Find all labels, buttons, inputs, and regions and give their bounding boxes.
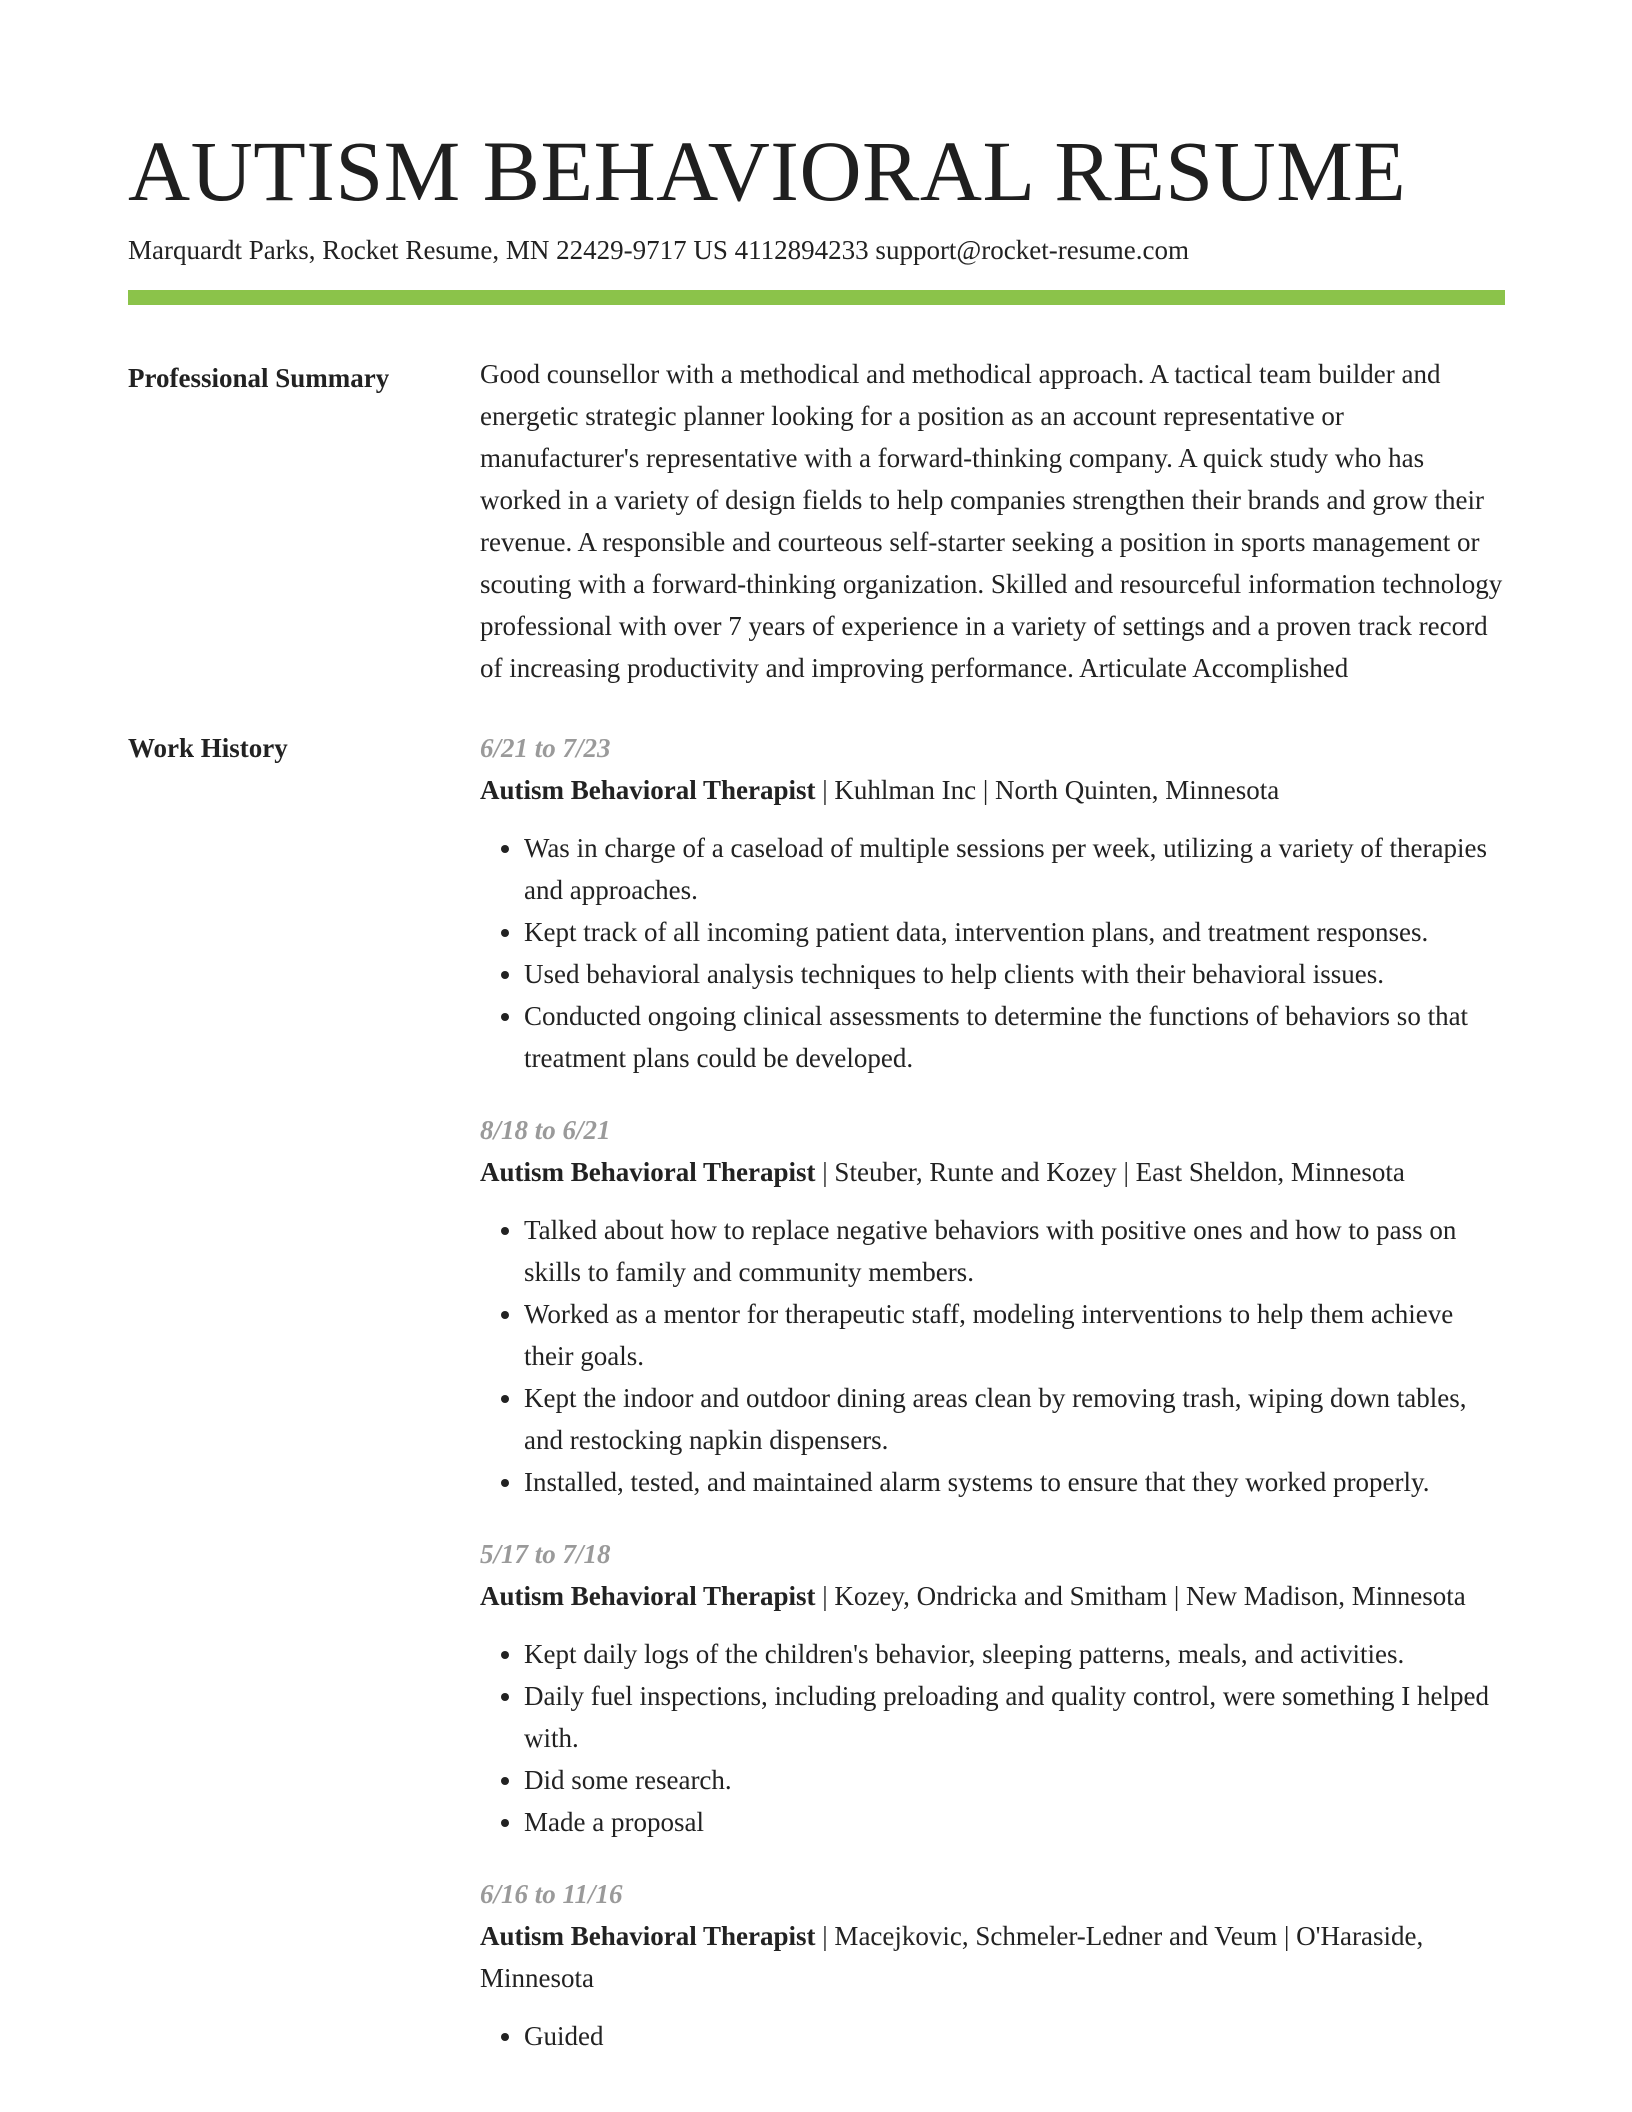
job-bullets (480, 1209, 1505, 1503)
job-bullet: • Kept daily logs of the children's behavior, sleeping patterns, meals, and activities. (524, 1633, 1505, 1675)
job-title-line (480, 1915, 1505, 1999)
job-title-line (480, 769, 1505, 811)
job-dates: 6/21 to 7/23 (480, 733, 611, 763)
job-bullet: • Conducted ongoing clinical assessments to determine the functions of behaviors so that treatment plans could be developed. (524, 995, 1505, 1079)
job-bullet: • Talked about how to replace negative behaviors with positive ones and how to pass on skills to family and community members. (524, 1209, 1505, 1293)
job-bullet: • Made a proposal (524, 1801, 1505, 1843)
job-bullet: • Installed, tested, and maintained alarm systems to ensure that they worked properly. (524, 1461, 1505, 1503)
summary-text: Good counsellor with a methodical and methodical approach. A tactical team builder and energetic strategic planner looking for a position as an account representative or manufacturer's representative with a forward-thinking company. A quick study who has worked in a variety of design fields to help companies strengthen their brands and grow their revenue. A responsible and courteous self-starter seeking a position in sports management or scouting with a forward-thinking organization. Skilled and resourceful information technology professional with over 7 years of experience in a variety of settings and a proven track record of increasing productivity and improving performance. Articulate Accomplished (480, 359, 1503, 683)
accent-divider (128, 290, 1505, 305)
job-title-line (480, 1575, 1505, 1617)
resume-title: AUTISM BEHAVIORAL RESUME (128, 123, 1407, 219)
contact-line: Marquardt Parks, Rocket Resume, MN 22429-9717 US 4112894233 support@rocket-resume.com (128, 235, 1189, 265)
job-bullets (480, 2015, 1505, 2057)
job-bullet: • Used behavioral analysis techniques to help clients with their behavioral issues. (524, 953, 1505, 995)
professional-summary-section (128, 357, 1505, 689)
job-dates: 8/18 to 6/21 (480, 1115, 611, 1145)
job-title-line (480, 1151, 1505, 1193)
job-details: | Kozey, Ondricka and Smitham | New Madison, Minnesota (815, 1581, 1466, 1611)
job-entry (480, 1873, 1505, 2057)
job-details: | Kuhlman Inc | North Quinten, Minnesota (815, 775, 1280, 805)
job-details: | Steuber, Runte and Kozey | East Sheldon, Minnesota (815, 1157, 1405, 1187)
job-bullet: • Did some research. (524, 1759, 1505, 1801)
job-bullet: • Guided (524, 2015, 1505, 2057)
job-entry (480, 1109, 1505, 1503)
job-entry (480, 1533, 1505, 1843)
job-bullets (480, 827, 1505, 1079)
job-role: Autism Behavioral Therapist (480, 775, 816, 805)
job-bullets (480, 1633, 1505, 1843)
work-history-body (480, 727, 1505, 2087)
summary-body (480, 357, 1505, 689)
section-label-summary: Professional Summary (128, 363, 390, 393)
job-role: Autism Behavioral Therapist (480, 1921, 816, 1951)
job-bullet: • Was in charge of a caseload of multiple sessions per week, utilizing a variety of therapies and approaches. (524, 827, 1505, 911)
resume-page (128, 0, 1505, 2087)
job-role: Autism Behavioral Therapist (480, 1157, 816, 1187)
job-dates: 6/16 to 11/16 (480, 1879, 623, 1909)
job-bullet: • Daily fuel inspections, including preloading and quality control, were something I helped with. (524, 1675, 1505, 1759)
job-details: | Macejkovic, Schmeler-Ledner and Veum | O'Haraside, Minnesota (480, 1921, 1424, 1993)
job-role: Autism Behavioral Therapist (480, 1581, 816, 1611)
job-dates: 5/17 to 7/18 (480, 1539, 611, 1569)
job-bullet: • Worked as a mentor for therapeutic staff, modeling interventions to help them achieve their goals. (524, 1293, 1505, 1377)
work-history-section (128, 727, 1505, 2087)
job-entry (480, 727, 1505, 1079)
job-bullet: • Kept track of all incoming patient data, intervention plans, and treatment responses. (524, 911, 1505, 953)
section-label-work-history: Work History (128, 733, 288, 763)
job-bullet: • Kept the indoor and outdoor dining areas clean by removing trash, wiping down tables, and restocking napkin dispensers. (524, 1377, 1505, 1461)
